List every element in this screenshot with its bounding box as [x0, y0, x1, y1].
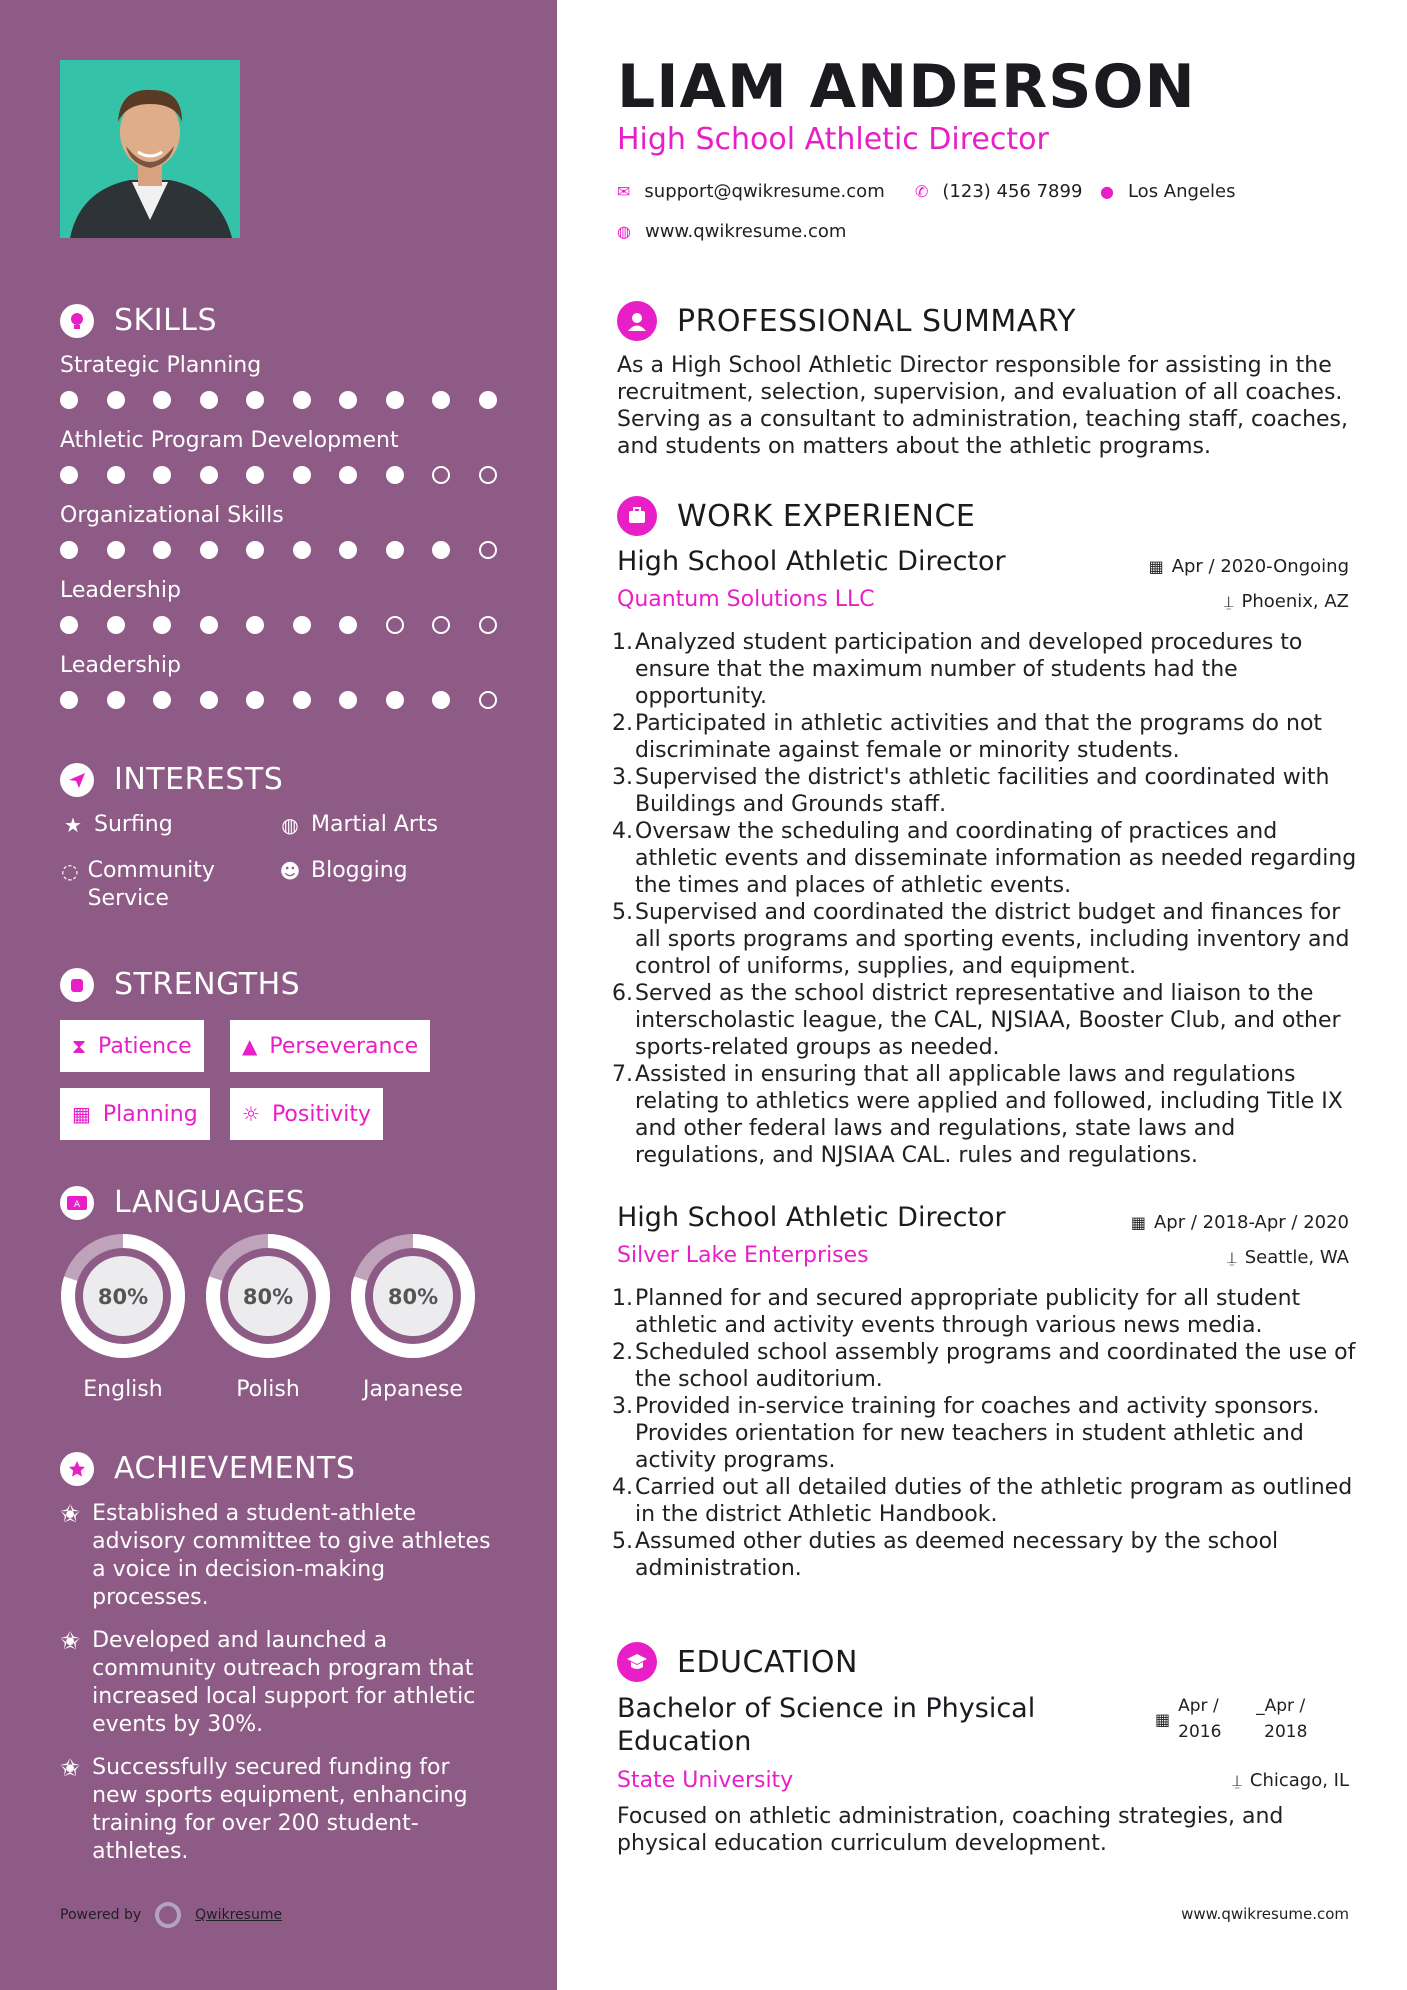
rating-dot-filled — [107, 541, 125, 559]
rating-dot-filled — [60, 391, 78, 409]
rating-dot-filled — [107, 466, 125, 484]
language-gauge — [205, 1233, 331, 1359]
rating-dot-filled — [153, 691, 171, 709]
rating-dot-filled — [246, 616, 264, 634]
skill-label: Strategic Planning — [60, 353, 262, 378]
candidate-title: High School Athletic Director — [617, 122, 1049, 157]
rating-dot-filled — [107, 616, 125, 634]
contact-website[interactable]: ◍ www.qwikresume.com — [617, 221, 847, 242]
skill-rating — [60, 691, 525, 709]
star-icon: ✬ — [60, 1754, 81, 1782]
rating-dot-filled — [432, 691, 450, 709]
rating-dot-empty — [479, 541, 497, 559]
strengths-heading: STRENGTHS — [60, 967, 300, 1002]
skill-label: Athletic Program Development — [60, 428, 399, 453]
language-item — [340, 1233, 486, 1402]
rating-dot-empty — [432, 616, 450, 634]
rating-dot-filled — [60, 691, 78, 709]
interest-item: ◌ Community Service — [61, 858, 215, 911]
rating-dot-filled — [246, 466, 264, 484]
hands-icon: ◌ — [61, 859, 79, 883]
rating-dot-filled — [386, 541, 404, 559]
duty-item: 5. Supervised and coordinated the district budget and finances for all sports programs and sporting events, including inventory and control of uniforms, supplies, and equipment. — [612, 900, 1350, 979]
language-item — [50, 1233, 196, 1402]
footer-url[interactable]: www.qwikresume.com — [1181, 1905, 1349, 1923]
rating-dot-filled — [60, 541, 78, 559]
rating-dot-filled — [200, 616, 218, 634]
duty-item: 7. Assisted in ensuring that all applicable laws and regulations relating to athletics were applied and followed, including Title IX and other federal laws and regulations, state laws and regulations, and NJSIAA CAL. rules and regulations. — [612, 1062, 1343, 1168]
qwikresume-logo-icon — [155, 1902, 181, 1928]
rating-dot-empty — [479, 466, 497, 484]
sidebar — [0, 0, 557, 1990]
language-gauge — [350, 1233, 476, 1359]
rating-dot-filled — [107, 691, 125, 709]
job-duties — [612, 629, 1357, 1169]
achievements-heading: ACHIEVEMENTS — [60, 1451, 355, 1486]
rating-dot-filled — [153, 391, 171, 409]
rating-dot-filled — [200, 391, 218, 409]
rating-dot-empty — [432, 466, 450, 484]
duty-item: 4. Carried out all detailed duties of the athletic program as outlined in the district Athletic Handbook. — [612, 1475, 1353, 1527]
duty-item: 6. Served as the school district representative and liaison to the interscholastic league, the CAL, NJSIAA, Booster Club, and other sports-related groups as needed. — [612, 981, 1341, 1060]
skills-heading: SKILLS — [60, 303, 217, 338]
rating-dot-filled — [60, 466, 78, 484]
interests-heading: INTERESTS — [60, 762, 283, 797]
achievement-item: ✬ Successfully secured funding for new sports equipment, enhancing training for over 200 student-athletes. — [60, 1754, 468, 1864]
education-description: Focused on athletic administration, coaching strategies, and physical education curriculum development. — [617, 1804, 1284, 1856]
pushpin-icon: ⍊ — [1232, 1770, 1242, 1790]
duty-item: 2. Scheduled school assembly programs and coordinated the use of the school auditorium. — [612, 1340, 1356, 1392]
rating-dot-empty — [479, 616, 497, 634]
rating-dot-filled — [293, 391, 311, 409]
contact-location: ● Los Angeles — [1100, 181, 1236, 202]
rating-dot-filled — [246, 691, 264, 709]
interest-item: ★ Surfing — [60, 811, 173, 839]
language-gauge — [60, 1233, 186, 1359]
sun-icon: ☼ — [242, 1102, 260, 1126]
interest-item: ◍ Martial Arts — [277, 811, 438, 839]
star-icon: ✬ — [60, 1500, 81, 1528]
job-location: ⍊ Seattle, WA — [1227, 1247, 1349, 1268]
paper-plane-icon — [60, 763, 94, 797]
language-item — [195, 1233, 341, 1402]
rating-dot-filled — [479, 391, 497, 409]
rating-dot-filled — [246, 391, 264, 409]
language-percent: 80% — [387, 1285, 439, 1309]
fist-icon — [60, 968, 94, 1002]
rating-dot-empty — [479, 691, 497, 709]
rating-dot-filled — [432, 391, 450, 409]
language-name: Japanese — [363, 1377, 463, 1402]
strength-tag: ▦ Planning — [60, 1088, 210, 1140]
achievement-item: ✬ Established a student-athlete advisory committee to give athletes a voice in decision-making processes. — [60, 1500, 491, 1610]
briefcase-icon — [617, 496, 657, 536]
powered-by: Powered by Qwikresume — [60, 1902, 282, 1928]
skill-label: Organizational Skills — [60, 503, 284, 528]
duty-item: 3. Supervised the district's athletic facilities and coordinated with Buildings and Grounds staff. — [612, 765, 1330, 817]
rating-dot-filled — [200, 691, 218, 709]
rating-dot-filled — [386, 691, 404, 709]
svg-text:A: A — [73, 1199, 81, 1210]
interest-item: ☻ Blogging — [277, 857, 408, 885]
language-name: Polish — [236, 1377, 300, 1402]
education-heading: EDUCATION — [617, 1642, 858, 1682]
duty-item: 1. Planned for and secured appropriate publicity for all student athletic and activity events through various news media. — [612, 1286, 1301, 1338]
skill-rating — [60, 541, 525, 559]
job-dates: ▦ Apr / 2020-Ongoing — [1148, 556, 1349, 577]
users-icon: ☻ — [279, 859, 301, 883]
rating-dot-filled — [153, 541, 171, 559]
contact-phone[interactable]: ✆ (123) 456 7899 — [915, 181, 1083, 202]
skill-rating — [60, 466, 525, 484]
profile-photo — [60, 60, 240, 238]
star-icon: ✬ — [60, 1627, 81, 1655]
map-pin-icon: ● — [1100, 182, 1114, 201]
rating-dot-empty — [386, 616, 404, 634]
calendar-icon: ▦ — [1130, 1213, 1146, 1232]
calendar-icon: ▦ — [72, 1102, 91, 1126]
rating-dot-filled — [386, 391, 404, 409]
duty-item: 2. Participated in athletic activities and that the programs do not discriminate against female or minority students. — [612, 711, 1323, 763]
strength-tag: ☼ Positivity — [230, 1088, 383, 1140]
skill-label: Leadership — [60, 578, 181, 603]
duty-item: 5. Assumed other duties as deemed necessary by the school administration. — [612, 1529, 1279, 1581]
graduation-icon — [617, 1642, 657, 1682]
phone-icon: ✆ — [915, 182, 929, 201]
pushpin-icon: ⍊ — [1223, 591, 1234, 611]
achievement-item: ✬ Developed and launched a community outreach program that increased local support for athletic events by 30%. — [60, 1627, 476, 1737]
languages-heading: A LANGUAGES — [60, 1185, 305, 1220]
globe-icon: ◍ — [281, 813, 299, 837]
job-title: High School Athletic Director — [617, 546, 1006, 577]
job-dates: ▦ Apr / 2018-Apr / 2020 — [1130, 1212, 1349, 1233]
job-duties — [612, 1285, 1357, 1582]
star-icon: ★ — [64, 813, 82, 837]
school-name: State University — [617, 1768, 794, 1793]
rating-dot-filled — [386, 466, 404, 484]
job-title: High School Athletic Director — [617, 1202, 1006, 1233]
user-icon — [617, 301, 657, 341]
skill-label: Leadership — [60, 653, 181, 678]
candidate-name: LIAM ANDERSON — [617, 52, 1196, 122]
rating-dot-filled — [293, 466, 311, 484]
rating-dot-filled — [339, 691, 357, 709]
calendar-icon: ▦ — [1155, 1709, 1171, 1729]
rating-dot-filled — [107, 391, 125, 409]
rating-dot-filled — [60, 616, 78, 634]
rating-dot-filled — [432, 541, 450, 559]
language-percent: 80% — [97, 1285, 149, 1309]
degree-title: Bachelor of Science in Physical Education — [617, 1693, 1036, 1757]
rating-dot-filled — [339, 391, 357, 409]
duty-item: 1. Analyzed student participation and developed procedures to ensure that the maximum number of students had the opportunity. — [612, 630, 1303, 709]
rating-dot-filled — [293, 691, 311, 709]
summary-heading: PROFESSIONAL SUMMARY — [617, 301, 1076, 341]
calendar-icon: ▦ — [1148, 557, 1164, 576]
globe-icon: ◍ — [617, 222, 631, 241]
rating-dot-filled — [339, 466, 357, 484]
road-icon: ▲ — [242, 1034, 258, 1058]
lightbulb-icon — [60, 304, 94, 338]
envelope-icon: ✉ — [617, 182, 631, 201]
education-location: ⍊ Chicago, IL — [1232, 1770, 1349, 1791]
rating-dot-filled — [200, 466, 218, 484]
duty-item: 3. Provided in-service training for coaches and activity sponsors. Provides orientation for new teachers in student athletic and activity programs. — [612, 1394, 1320, 1473]
rating-dot-filled — [293, 616, 311, 634]
language-name: English — [83, 1377, 163, 1402]
strength-tag: ▲ Perseverance — [230, 1020, 430, 1072]
rating-dot-filled — [153, 616, 171, 634]
company-name: Quantum Solutions LLC — [617, 587, 875, 612]
duty-item: 4. Oversaw the scheduling and coordinating of practices and athletic events and disseminate information as needed regarding the times and places of athletic events. — [612, 819, 1357, 898]
award-icon — [60, 1452, 94, 1486]
hourglass-icon: ⧗ — [72, 1034, 87, 1058]
rating-dot-filled — [293, 541, 311, 559]
language-icon — [60, 1186, 94, 1220]
rating-dot-filled — [246, 541, 264, 559]
skill-rating — [60, 616, 525, 634]
rating-dot-filled — [339, 541, 357, 559]
skill-rating — [60, 391, 525, 409]
rating-dot-filled — [339, 616, 357, 634]
qwikresume-link[interactable]: Qwikresume — [195, 1907, 283, 1923]
job-location: ⍊ Phoenix, AZ — [1223, 591, 1349, 612]
pushpin-icon: ⍊ — [1227, 1247, 1237, 1267]
strength-tag: ⧗ Patience — [60, 1020, 204, 1072]
experience-heading: WORK EXPERIENCE — [617, 496, 975, 536]
language-percent: 80% — [242, 1285, 294, 1309]
rating-dot-filled — [153, 466, 171, 484]
rating-dot-filled — [200, 541, 218, 559]
contact-email[interactable]: ✉ support@qwikresume.com — [617, 181, 885, 202]
education-dates: ▦ Apr / 2016 _Apr / 2018 — [1155, 1696, 1308, 1742]
company-name: Silver Lake Enterprises — [617, 1243, 869, 1268]
summary-text: As a High School Athletic Director responsible for assisting in the recruitment, selection, supervision, and evaluation of all coaches. Serving as a consultant to administration, teaching staff, coaches, and students on matters about the athletic programs. — [617, 353, 1349, 459]
